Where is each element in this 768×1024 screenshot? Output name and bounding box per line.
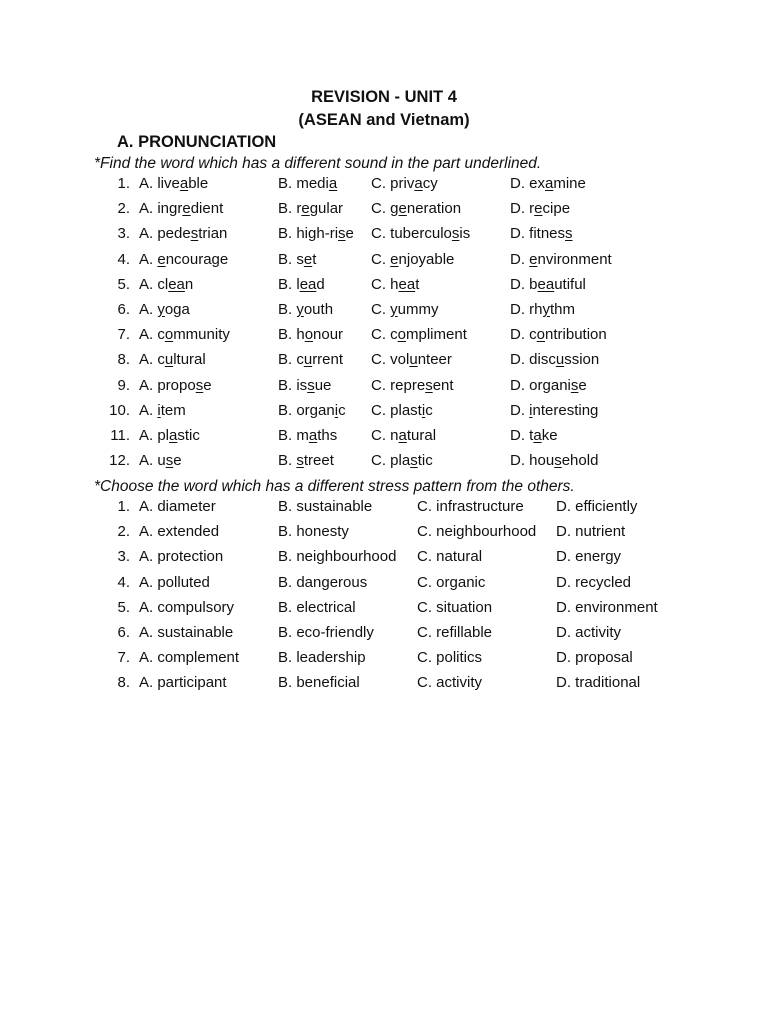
answer-option: D. household	[510, 452, 599, 470]
question-number: 7.	[117, 326, 130, 344]
answer-option: B. youth	[278, 301, 334, 318]
answer-option: D. recycled	[556, 573, 632, 591]
underlined-part: y	[542, 301, 551, 318]
answer-option: D. examine	[510, 175, 586, 192]
question-number: 1.	[117, 175, 130, 192]
question-number: 2.	[117, 523, 130, 541]
answer-option: A. sustainable	[139, 624, 234, 641]
answer-option: A. pedestrian	[139, 225, 228, 243]
answer-option: C. yummy	[371, 301, 439, 318]
underlined-part: e	[301, 200, 310, 218]
document-title: REVISION - UNIT 4	[311, 88, 457, 106]
answer-option: D. activity	[556, 624, 622, 641]
answer-option: C. tuberculosis	[371, 225, 471, 243]
question-number: 3.	[117, 225, 130, 243]
answer-option: B. regular	[278, 200, 344, 218]
underlined-part: i	[334, 401, 339, 419]
answer-option: C. compliment	[371, 326, 467, 344]
answer-option: A. protection	[139, 548, 224, 566]
answer-option: D. environment	[556, 598, 658, 616]
question-number: 11.	[110, 427, 130, 444]
underlined-part: y	[157, 301, 165, 318]
underlined-part: e	[303, 250, 313, 268]
answer-option: C. represent	[371, 376, 454, 394]
question-number: 7.	[117, 649, 130, 667]
answer-option: B. media	[278, 175, 338, 192]
question-number: 2.	[117, 200, 130, 218]
underlined-part: s	[570, 376, 579, 394]
answer-option: A. encourage	[139, 250, 229, 268]
answer-option: D. efficiently	[556, 498, 638, 515]
underlined-part: ea	[398, 275, 416, 293]
answer-option: B. dangerous	[278, 573, 368, 591]
answer-option: B. sustainable	[278, 498, 373, 515]
answer-option: B. honour	[278, 326, 344, 344]
answer-option: D. traditional	[556, 674, 641, 692]
answer-option: D. take	[510, 427, 558, 444]
underlined-part: o	[397, 326, 407, 344]
answer-option: C. situation	[417, 598, 493, 616]
underlined-part: i	[157, 401, 161, 419]
underlined-part: s	[165, 452, 174, 470]
answer-option: A. use	[139, 452, 182, 470]
underlined-part: ea	[299, 275, 317, 293]
answer-option: B. high-rise	[278, 225, 354, 243]
answer-option: A. yoga	[139, 301, 190, 318]
underlined-part: a	[328, 175, 338, 192]
underlined-part: a	[414, 175, 423, 192]
underlined-part: u	[555, 351, 565, 369]
answer-option: A. propose	[139, 376, 212, 394]
answer-option: C. enjoyable	[371, 250, 455, 268]
answer-option: D. proposal	[556, 649, 633, 667]
answer-option: C. heat	[371, 275, 420, 293]
underlined-part: e	[157, 250, 166, 268]
underlined-part: a	[308, 427, 318, 444]
answer-option: C. volunteer	[371, 351, 452, 369]
answer-option: A. compulsory	[139, 598, 235, 616]
question-number: 8.	[117, 674, 130, 692]
answer-option: B. current	[278, 351, 344, 369]
answer-option: A. item	[139, 401, 186, 419]
question-number: 5.	[117, 275, 130, 293]
underlined-part: u	[303, 351, 313, 369]
question-number: 1.	[117, 498, 130, 515]
underlined-part: s	[190, 225, 199, 243]
underlined-part: i	[421, 401, 426, 419]
answer-option: C. organic	[417, 573, 486, 591]
answer-option: A. plastic	[139, 427, 200, 444]
underlined-part: o	[164, 326, 174, 344]
answer-option: D. contribution	[510, 326, 607, 344]
underlined-part: u	[409, 351, 418, 369]
answer-option: B. organic	[278, 401, 346, 419]
answer-option: D. interesting	[510, 401, 599, 419]
answer-option: A. ingredient	[139, 200, 224, 218]
underlined-part: ea	[168, 275, 185, 293]
underlined-part: o	[304, 326, 314, 344]
document-subtitle: (ASEAN and Vietnam)	[298, 111, 470, 129]
underlined-part: ea	[537, 275, 555, 293]
answer-option: C. refillable	[417, 624, 493, 641]
answer-option: C. privacy	[371, 175, 438, 192]
underlined-part: i	[529, 401, 533, 419]
question-number: 6.	[117, 624, 130, 641]
underlined-part: o	[536, 326, 546, 344]
underlined-part: e	[529, 250, 538, 268]
underlined-part: e	[182, 200, 191, 218]
answer-option: B. set	[278, 250, 317, 268]
question-number: 9.	[117, 376, 130, 394]
question-number: 4.	[117, 250, 130, 268]
underlined-part: u	[164, 351, 174, 369]
underlined-part: y	[390, 301, 398, 318]
question-number: 6.	[117, 301, 130, 318]
question-number: 8.	[117, 351, 130, 369]
answer-option: A. diameter	[139, 498, 216, 515]
underlined-part: y	[296, 301, 304, 318]
answer-option: A. complement	[139, 649, 240, 667]
answer-option: A. liveable	[139, 175, 209, 192]
answer-option: B. maths	[278, 427, 338, 444]
answer-option: C. generation	[371, 200, 462, 218]
answer-option: B. issue	[278, 376, 332, 394]
answer-option: D. fitness	[510, 225, 573, 243]
stress-instruction: *Choose the word which has a different stress pattern from the others.	[94, 478, 575, 495]
underlined-part: a	[179, 175, 189, 192]
underlined-part: a	[398, 427, 407, 444]
underlined-part: s	[554, 452, 562, 470]
answer-option: A. community	[139, 326, 230, 344]
underlined-part: e	[534, 200, 543, 218]
underlined-part: s	[338, 225, 346, 243]
answer-option: D. environment	[510, 250, 612, 268]
answer-option: C. natural	[417, 548, 483, 566]
answer-option: D. organise	[510, 376, 587, 394]
answer-option: C. natural	[371, 427, 437, 444]
answer-option: D. recipe	[510, 200, 571, 218]
answer-option: D. rhythm	[510, 301, 576, 318]
answer-option: C. plastic	[371, 452, 433, 470]
answer-option: B. lead	[278, 275, 325, 293]
answer-option: C. plastic	[371, 401, 433, 419]
answer-option: A. polluted	[139, 573, 210, 591]
answer-option: C. activity	[417, 674, 483, 692]
question-number: 5.	[117, 598, 130, 616]
answer-option: B. neighbourhood	[278, 548, 397, 566]
answer-option: B. electrical	[278, 598, 356, 616]
underlined-part: a	[533, 427, 542, 444]
underlined-part: a	[169, 427, 178, 444]
underlined-part: a	[545, 175, 554, 192]
answer-option: C. neighbourhood	[417, 523, 537, 541]
underlined-part: s	[565, 225, 573, 243]
answer-option: C. infrastructure	[417, 498, 524, 515]
underlined-part: e	[398, 200, 407, 218]
answer-option: C. politics	[417, 649, 483, 667]
underlined-part: e	[390, 250, 399, 268]
answer-option: D. energy	[556, 548, 622, 566]
answer-option: A. cultural	[139, 351, 206, 369]
question-number: 10.	[109, 401, 130, 419]
underlined-part: s	[410, 452, 418, 470]
answer-option: B. leadership	[278, 649, 366, 667]
answer-option: B. eco-friendly	[278, 624, 374, 641]
answer-option: A. extended	[139, 523, 220, 541]
section-heading: A. PRONUNCIATION	[117, 133, 277, 151]
answer-option: D. beautiful	[510, 275, 586, 293]
answer-option: D. nutrient	[556, 523, 626, 541]
answer-option: A. clean	[139, 275, 194, 293]
question-number: 12.	[109, 452, 130, 470]
underlined-part: s	[425, 376, 433, 394]
answer-option: D. discussion	[510, 351, 600, 369]
underlined-part: s	[296, 452, 304, 470]
answer-option: B. street	[278, 452, 334, 470]
underlined-part: s	[451, 225, 460, 243]
underlined-part: s	[307, 376, 315, 394]
answer-option: A. participant	[139, 674, 227, 692]
answer-option: B. beneficial	[278, 674, 360, 692]
answer-option: B. honesty	[278, 523, 349, 541]
pronunciation-instruction: *Find the word which has a different sound in the part underlined.	[94, 155, 542, 172]
underlined-part: s	[195, 376, 204, 394]
question-number: 4.	[117, 573, 130, 591]
question-number: 3.	[117, 548, 130, 566]
